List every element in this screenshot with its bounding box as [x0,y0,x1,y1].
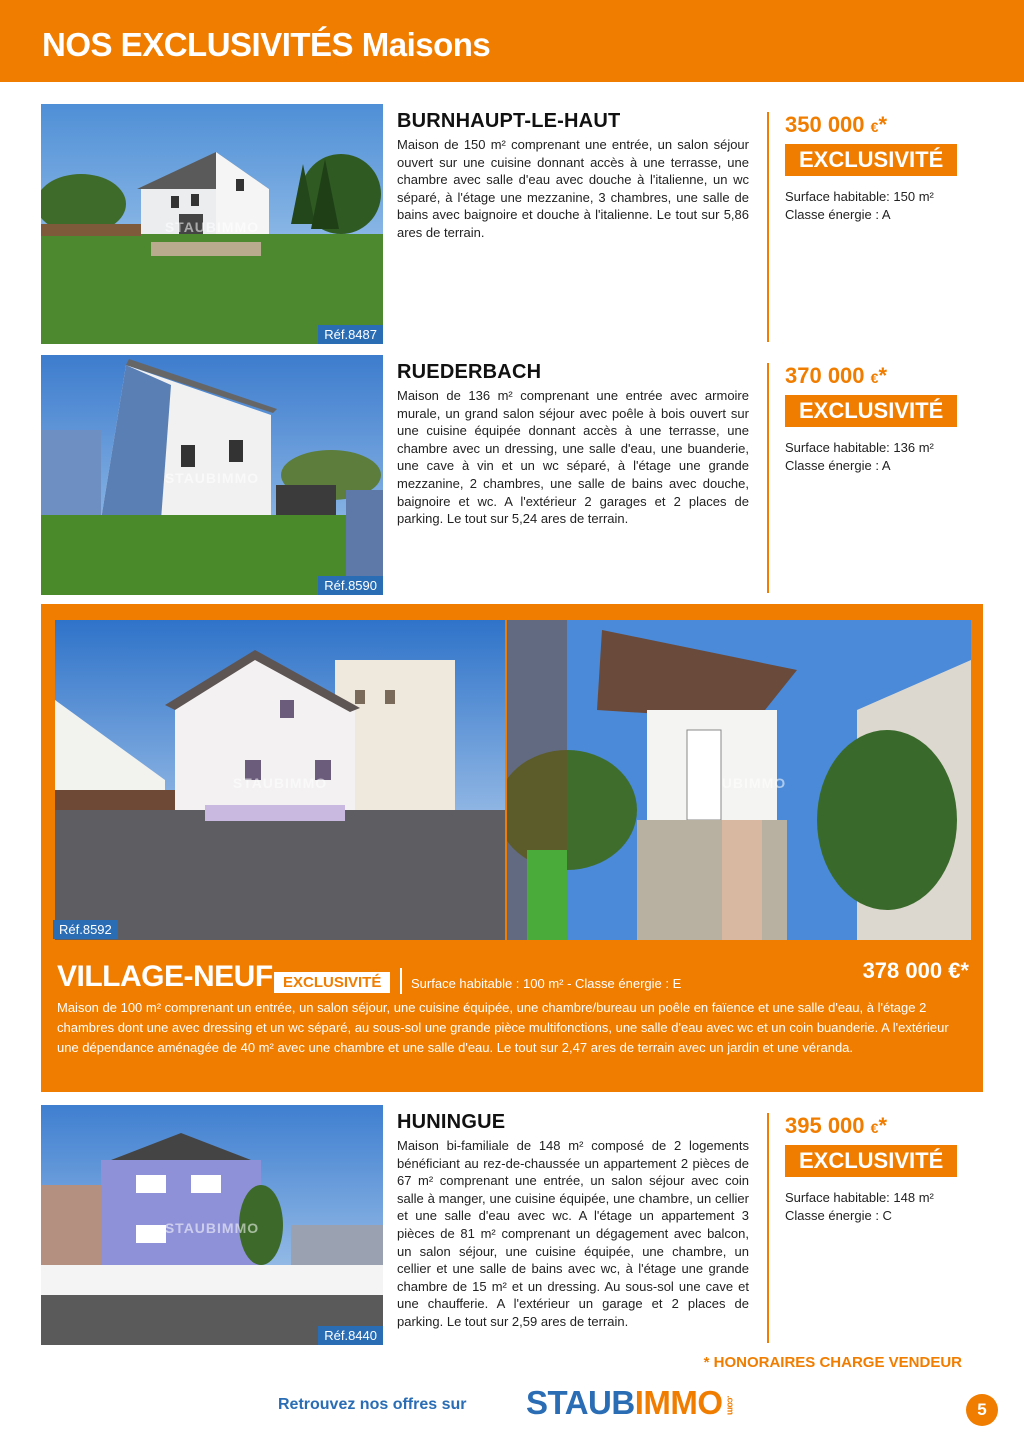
currency-symbol: € [870,119,879,135]
surface-text: Surface habitable: 136 m² [785,440,934,455]
listing-summary [767,112,971,342]
footer-cta: Retrouvez nos offres sur [278,1396,467,1413]
watermark-text: STAUBIMMO [164,470,260,486]
listing-price [785,1113,971,1139]
listing-summary [767,363,971,593]
exclusivity-badge: EXCLUSIVITÉ [785,1145,957,1177]
surface-text: Surface habitable: 148 m² [785,1190,934,1205]
listing-city: RUEDERBACH [397,361,542,383]
brand-logo[interactable] [526,1384,740,1422]
listing-facts [785,188,971,224]
featured-description: Maison de 100 m² comprenant un entrée, un salon séjour, une cuisine équipée, une chambre/bureau un poêle en faïence et une salle d'eau, à l'étage 2 chambres dont une avec dressing et un wc séparé, au sous-sol une grande pièce multifonctions, une salle d'eau avec wc et un coin buanderie. A l'extérieur une dépendance aménagée de 40 m² avec une chambre et une salle d'eau. Le tout sur 2,47 ares de terrain avec un jardin et une véranda. [57,1000,949,1055]
exclusivity-badge: EXCLUSIVITÉ [785,144,957,176]
listing-photo[interactable] [41,1105,383,1345]
watermark-text: STAUBIMMO [164,1220,260,1236]
featured-price: 378 000 €* [862,958,969,983]
listing-card[interactable] [41,1105,971,1345]
reference-badge: Réf.8590 [318,576,383,595]
listing-city: BURNHAUPT-LE-HAUT [397,110,621,132]
listing-photo[interactable] [41,355,383,595]
fees-note: * HONORAIRES CHARGE VENDEUR [703,1354,962,1371]
price-value: 350 000 [785,112,865,137]
listing-info [397,110,749,242]
reference-badge: Réf.8487 [318,325,383,344]
price-footnote-mark: * [878,1113,888,1138]
separator [400,968,402,994]
currency-symbol: € [870,370,879,386]
listing-card[interactable] [41,104,971,344]
listing-facts [785,1189,971,1225]
reference-badge: Réf.8440 [318,1326,383,1345]
listing-description: Maison de 136 m² comprenant une entrée avec armoire murale, un grand salon séjour avec poêle à bois ouvert sur une cuisine équipée donnant accès à une terrasse, une chambre avec un dressing, une salle d'eau, une buanderie, une cave à vin et un wc séparé, à l'étage une grande mezzanine, 2 chambres, une salle de bains avec douche, baignoire et wc. A l'extérieur 2 garages et 2 places de parking. Le tout sur 5,24 ares de terrain. [397,388,749,527]
exclusivity-badge: EXCLUSIVITÉ [785,395,957,427]
surface-text: Surface habitable: 150 m² [785,189,934,204]
listing-summary [767,1113,971,1343]
featured-photo-street[interactable] [55,620,505,940]
listing-description: Maison bi-familiale de 148 m² composé de 2 logements bénéficiant au rez-de-chaussée un appartement 2 pièces de 67 m² comprenant une entrée, un salon séjour avec coin salle à manger, une cuisine équipée, une chambre, un cellier et une salle d'eau avec wc. A l'étage un appartement 3 pièces de 81 m² comprenant un dégagement avec balcon, un salon séjour, une cuisine équipée, une chambre, un cellier et une salle de bains avec wc, à l'étage une grande chambre de 15 m² et un dressing. Au sous-sol une cave et une chaufferie. A l'extérieur un garage et 2 places de parking. Le tout sur 2,59 ares de terrain. [397,1138,749,1329]
energy-class-text: Classe énergie : A [785,458,891,473]
exclusivity-badge: EXCLUSIVITÉ [274,972,390,993]
price-value: 370 000 [785,363,865,388]
page-header [0,0,1024,82]
watermark-text: STAUBIMMO [691,775,787,791]
listing-facts [785,439,971,475]
featured-photo-garden[interactable] [507,620,971,940]
logo-part-com: .com [725,1395,736,1415]
listing-card[interactable] [41,355,971,595]
logo-part-staub: STAUB [526,1384,635,1421]
featured-city: VILLAGE-NEUF [57,960,273,993]
listing-info [397,361,749,528]
listing-price [785,112,971,138]
watermark-text: STAUBIMMO [164,219,260,235]
watermark-text: STAUBIMMO [232,775,328,791]
logo-part-immo: IMMO [634,1384,723,1421]
price-footnote-mark: * [878,112,888,137]
listing-description: Maison de 150 m² comprenant une entrée, un salon séjour ouvert sur une cuisine donnant accès à une terrasse, une chambre avec salle d'eau avec douche à l'italienne, un wc séparé, à l'étage une mezzanine, 3 chambres, une salle de bains avec baignoire et douche à l'italienne. Le tout sur 5,86 ares de terrain. [397,137,749,240]
page-title: NOS EXCLUSIVITÉS Maisons [42,26,491,63]
price-value: 395 000 [785,1113,865,1138]
listing-price [785,363,971,389]
featured-listing[interactable] [41,604,983,1092]
reference-badge: Réf.8592 [53,920,118,939]
listing-info [397,1111,749,1331]
currency-symbol: € [870,1120,879,1136]
featured-facts: Surface habitable : 100 m² - Classe énergie : E [411,976,682,991]
energy-class-text: Classe énergie : C [785,1208,892,1223]
listing-city: HUNINGUE [397,1111,506,1133]
energy-class-text: Classe énergie : A [785,207,891,222]
price-footnote-mark: * [878,363,888,388]
listing-photo[interactable] [41,104,383,344]
page-number: 5 [966,1394,998,1426]
